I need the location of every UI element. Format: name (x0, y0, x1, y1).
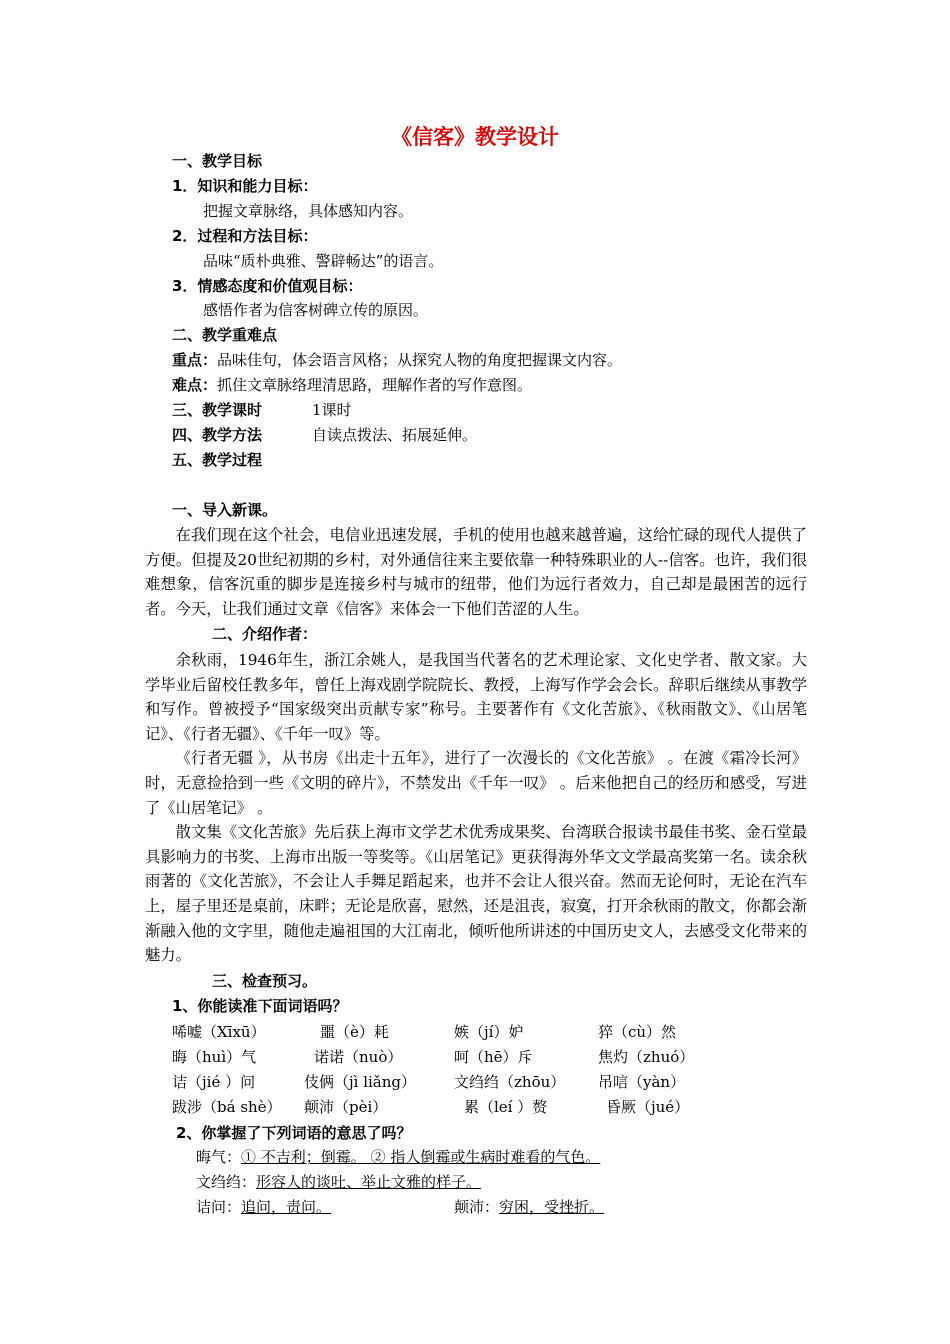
intro-heading: 一、导入新课。 (172, 501, 278, 519)
goal-2-heading: 2．过程和方法目标： (172, 227, 318, 245)
vocab-item: 昏厥（jué） (606, 1098, 690, 1116)
difficulty-label: 难点： (172, 376, 218, 394)
vocab-item: 焦灼（zhuó） (598, 1048, 695, 1066)
focus-row (172, 350, 622, 370)
page-title: 《信客》教学设计 (391, 125, 559, 149)
meaning-label: 颠沛： (454, 1198, 500, 1216)
vocab-item: 跋涉（bá shè） (172, 1098, 282, 1116)
author-paragraph-3: 散文集《文化苦旅》先后获上海市文学艺术优秀成果奖、台湾联合报读书最佳书奖、金石堂最具影响力的书奖、上海市出版一等奖等。《山居笔记》更获得海外华文文学最高奖第一名。读余秋雨著的《文化苦旅》，不会让人手舞足蹈起来，也并不会让人很兴奋。然而无论何时，无论在汽车上，屋子里还是桌前，床畔；无论是欣喜，慰然，还是沮丧，寂寞，打开余秋雨的散文，你都会渐渐融入他的文字里，随他走遍祖国的大江南北，倾听他所讲述的中国历史文人，去感受文化带来的魅力。 (145, 823, 807, 965)
hours-label: 三、教学课时 (172, 401, 263, 419)
focus-label: 重点： (172, 351, 218, 369)
meaning-row-3 (196, 1197, 331, 1217)
vocab-item: 晦（huì）气 (172, 1048, 257, 1066)
author-paragraph-2: 《行者无疆 》，从书房《出走十五年》，进行了一次漫长的《文化苦旅》 。在渡《霜冷长河》时，无意捡拾到一些《文明的碎片》，不禁发出《千年一叹》 。后来他把自己的经历和感受，写进了《山居笔记》 。 (145, 749, 807, 817)
section-heading-process: 五、教学过程 (172, 451, 263, 469)
author-paragraph-1: 余秋雨，1946年生，浙江余姚人，是我国当代著名的艺术理论家、文化史学者、散文家。大学毕业后留校任教多年，曾任上海戏剧学院院长、教授，上海写作学会会长。辞职后继续从事教学和写作。曾被授予“国家级突出贡献专家”称号。主要著作有《文化苦旅》、《秋雨散文》、《山居笔记》、《行者无疆》、《千年一叹》等。 (145, 651, 807, 743)
intro-text: 在我们现在这个社会，电信业迅速发展，手机的使用也越来越普遍，这给忙碌的现代人提供了方便。但提及20世纪初期的乡村，对外通信往来主要依靠一种特殊职业的人--信客。也许，我们很难想象，信客沉重的脚步是连接乡村与城市的纽带，他们为远行者效力，自己却是最困苦的远行者。今天，让我们通过文章《信客》来体会一下他们苦涩的人生。 (145, 526, 807, 618)
author-paragraphs (145, 648, 807, 968)
meaning-label: 文绉绉： (196, 1173, 257, 1191)
vocab-table (0, 1021, 950, 1121)
meaning-label: 晦气： (196, 1148, 242, 1166)
section-heading-keypoints: 二、教学重难点 (172, 326, 278, 344)
vocab-item: 累（leí ）赘 (464, 1098, 548, 1116)
meaning-row-1 (196, 1147, 600, 1167)
vocab-item: 诘（jié ）问 (172, 1073, 256, 1091)
meaning-text: 追问，责问。 (241, 1198, 332, 1216)
vocab-item: 伎俩（jì liǎng） (304, 1073, 417, 1091)
goal-3-text: 感悟作者为信客树碑立传的原因。 (203, 301, 429, 319)
meaning-label: 诘问： (196, 1198, 242, 1216)
vocab-item: 诺诺（nuò） (314, 1048, 403, 1066)
meaning-row-4 (454, 1197, 604, 1217)
difficulty-row (172, 375, 532, 395)
vocab-item: 唏嘘（Xīxū） (172, 1023, 266, 1041)
difficulty-text: 抓住文章脉络理清思路，理解作者的写作意图。 (217, 376, 533, 394)
vocab-item: 颠沛（pèi） (304, 1098, 388, 1116)
meaning-row-2 (196, 1172, 481, 1192)
goal-1-heading: 1．知识和能力目标： (172, 177, 318, 195)
vocab-item: 猝（cù）然 (598, 1023, 677, 1041)
meaning-text: 穷困，受挫折。 (499, 1198, 605, 1216)
vocab-item: 呵（hē）斥 (454, 1048, 533, 1066)
vocab-item: 噩（è）耗 (320, 1023, 389, 1041)
author-heading: 二、介绍作者： (212, 625, 318, 643)
vocab-item: 嫉（jí）妒 (454, 1023, 524, 1041)
goal-3-heading: 3．情感态度和价值观目标： (172, 277, 363, 295)
meaning-text: 形容人的谈吐、举止文雅的样子。 (256, 1173, 482, 1191)
goal-1-text: 把握文章脉络，具体感知内容。 (203, 202, 414, 220)
meaning-text: ① 不吉利；倒霉。 ② 指人倒霉或生病时难看的气色。 (241, 1148, 601, 1166)
methods-label: 四、教学方法 (172, 426, 263, 444)
section-heading-goals: 一、教学目标 (172, 152, 263, 170)
methods-value: 自读点拨法、拓展延伸。 (312, 426, 478, 444)
focus-text: 品味佳句，体会语言风格；从探究人物的角度把握课文内容。 (217, 351, 623, 369)
vocab-item: 文绉绉（zhōu） (454, 1073, 566, 1091)
vocab-item: 吊唁（yàn） (598, 1073, 686, 1091)
intro-paragraph (145, 523, 807, 621)
preview-heading: 三、检查预习。 (212, 972, 318, 990)
question-2: 2、你掌握了下列词语的意思了吗？ (176, 1124, 412, 1142)
goal-2-text: 品味“质朴典雅、警辟畅达”的语言。 (203, 252, 444, 270)
hours-value: 1课时 (312, 401, 352, 419)
question-1: 1、你能读准下面词语吗？ (172, 997, 348, 1015)
